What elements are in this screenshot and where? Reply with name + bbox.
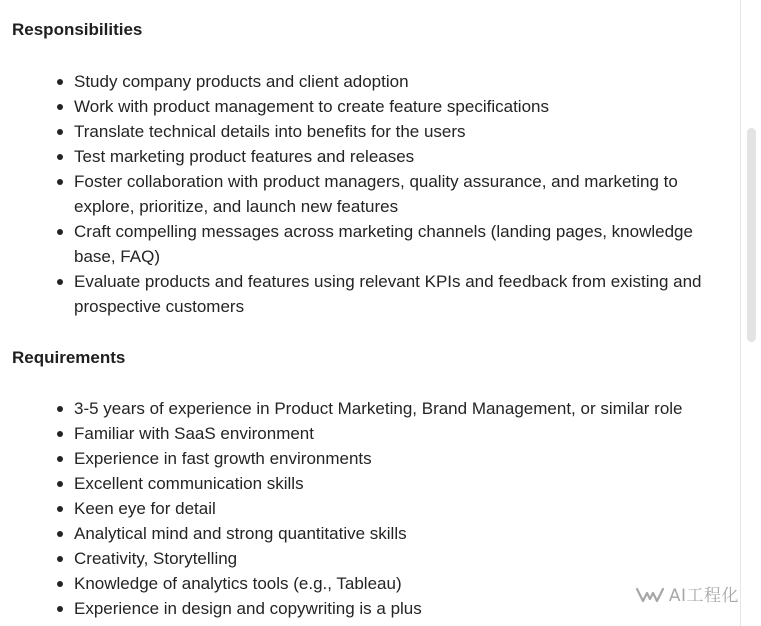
scrollbar-thumb[interactable]: [747, 128, 756, 342]
list-item: [54, 596, 704, 621]
list-item: [54, 69, 704, 94]
list-item-text: Craft compelling messages across marketing channels (landing pages, knowledge base, FAQ): [74, 222, 693, 266]
list-item-text: Study company products and client adoption: [74, 72, 409, 91]
list-item: [54, 496, 704, 521]
bullet-icon: [57, 606, 63, 612]
bullet-icon: [57, 556, 63, 562]
list-item: [54, 471, 704, 496]
bullet-icon: [57, 481, 63, 487]
list-item: [54, 571, 704, 596]
watermark: [635, 581, 739, 606]
list-item: [54, 546, 704, 571]
list-item: [54, 169, 704, 219]
list-item: [54, 219, 704, 269]
list-item: [54, 421, 704, 446]
requirements-list: [54, 396, 704, 621]
requirements-heading: Requirements: [12, 348, 126, 367]
list-item-text: Experience in fast growth environments: [74, 449, 372, 468]
bullet-icon: [57, 79, 63, 85]
list-item: [54, 521, 704, 546]
bullet-icon: [57, 581, 63, 587]
wechat-channel-icon: [635, 583, 665, 605]
vertical-scrollbar[interactable]: [740, 0, 761, 626]
bullet-icon: [57, 154, 63, 160]
watermark-text: AI工程化: [668, 586, 739, 606]
list-item-text: Translate technical details into benefits for the users: [74, 122, 466, 141]
bullet-icon: [57, 506, 63, 512]
bullet-icon: [57, 279, 63, 285]
list-item: [54, 396, 704, 421]
list-item-text: Excellent communication skills: [74, 474, 304, 493]
list-item-text: Knowledge of analytics tools (e.g., Tableau): [74, 574, 402, 593]
list-item-text: Foster collaboration with product managers, quality assurance, and marketing to explore, prioritize, and launch new features: [74, 172, 678, 216]
list-item-text: 3-5 years of experience in Product Marketing, Brand Management, or similar role: [74, 399, 683, 418]
list-item-text: Work with product management to create feature specifications: [74, 97, 549, 116]
list-item-text: Keen eye for detail: [74, 499, 216, 518]
bullet-icon: [57, 179, 63, 185]
list-item: [54, 94, 704, 119]
list-item: [54, 269, 704, 319]
list-item-text: Evaluate products and features using relevant KPIs and feedback from existing and prospective customers: [74, 272, 702, 316]
responsibilities-list: [54, 69, 704, 319]
list-item-text: Test marketing product features and releases: [74, 147, 415, 166]
responsibilities-heading: Responsibilities: [12, 20, 143, 39]
list-item-text: Creativity, Storytelling: [74, 549, 238, 568]
bullet-icon: [57, 406, 63, 412]
bullet-icon: [57, 431, 63, 437]
list-item: [54, 119, 704, 144]
list-item: [54, 446, 704, 471]
bullet-icon: [57, 531, 63, 537]
bullet-icon: [57, 456, 63, 462]
bullet-icon: [57, 129, 63, 135]
bullet-icon: [57, 229, 63, 235]
list-item-text: Experience in design and copywriting is a plus: [74, 599, 422, 618]
bullet-icon: [57, 104, 63, 110]
list-item: [54, 144, 704, 169]
list-item-text: Analytical mind and strong quantitative skills: [74, 524, 407, 543]
list-item-text: Familiar with SaaS environment: [74, 424, 314, 443]
